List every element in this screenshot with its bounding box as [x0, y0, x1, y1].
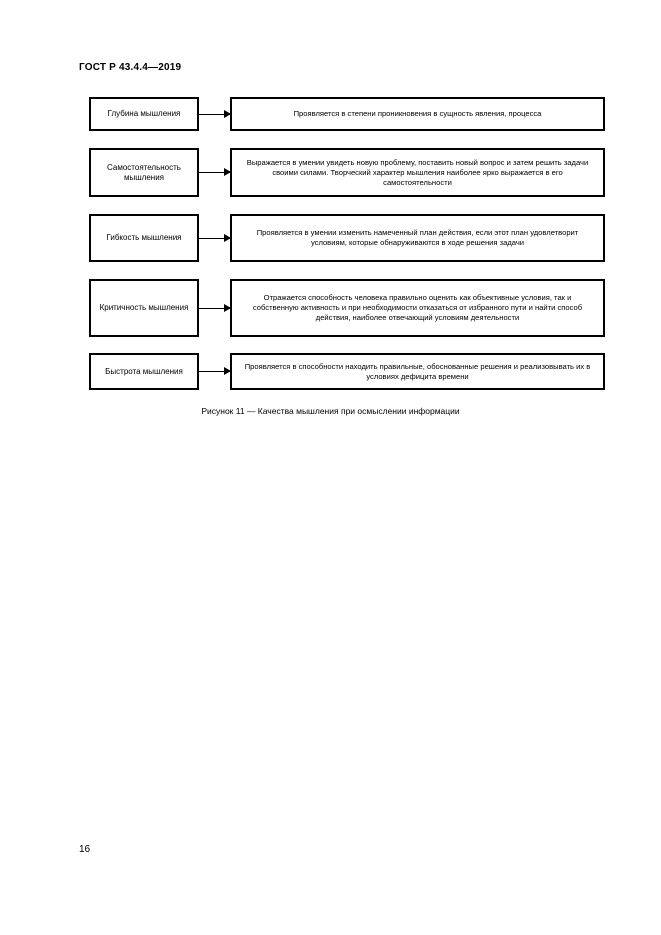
- page-number: 16: [79, 844, 91, 855]
- quality-box-flexibility: Гибкость мышления: [89, 214, 199, 262]
- description-box-independence: Выражается в умении увидеть новую проблему, поставить новый вопрос и затем решить задачи своими силами. Творческий характер мышления наиболее ярко выражается в его самостоятельности: [230, 148, 605, 197]
- description-box-criticality: Отражается способность человека правильно оценить как объективные условия, так и собственную активность и при необходимости отказаться от избранного пути и найти способ действия, наиболее отвечающий условиям деятельности: [230, 279, 605, 337]
- arrow-right-icon: [199, 371, 230, 372]
- arrow-right-icon: [199, 308, 230, 309]
- arrow-right-icon: [199, 238, 230, 239]
- description-box-depth: Проявляется в степени проникновения в сущность явления, процесса: [230, 97, 605, 131]
- document-header: ГОСТ Р 43.4.4—2019: [79, 62, 182, 73]
- arrow-right-icon: [199, 114, 230, 115]
- figure-caption: Рисунок 11 — Качества мышления при осмыслении информации: [201, 406, 460, 416]
- description-box-flexibility: Проявляется в умении изменить намеченный план действия, если этот план удовлетворит условиям, которые обнаруживаются в ходе решения задачи: [230, 214, 605, 262]
- description-box-speed: Проявляется в способности находить правильные, обоснованные решения и реализовывать их в условиях дефицита времени: [230, 353, 605, 390]
- quality-box-depth: Глубина мышления: [89, 97, 199, 131]
- quality-box-independence: Самостоятельность мышления: [89, 148, 199, 197]
- quality-box-speed: Быстрота мышления: [89, 353, 199, 390]
- quality-box-criticality: Критичность мышления: [89, 279, 199, 337]
- arrow-right-icon: [199, 172, 230, 173]
